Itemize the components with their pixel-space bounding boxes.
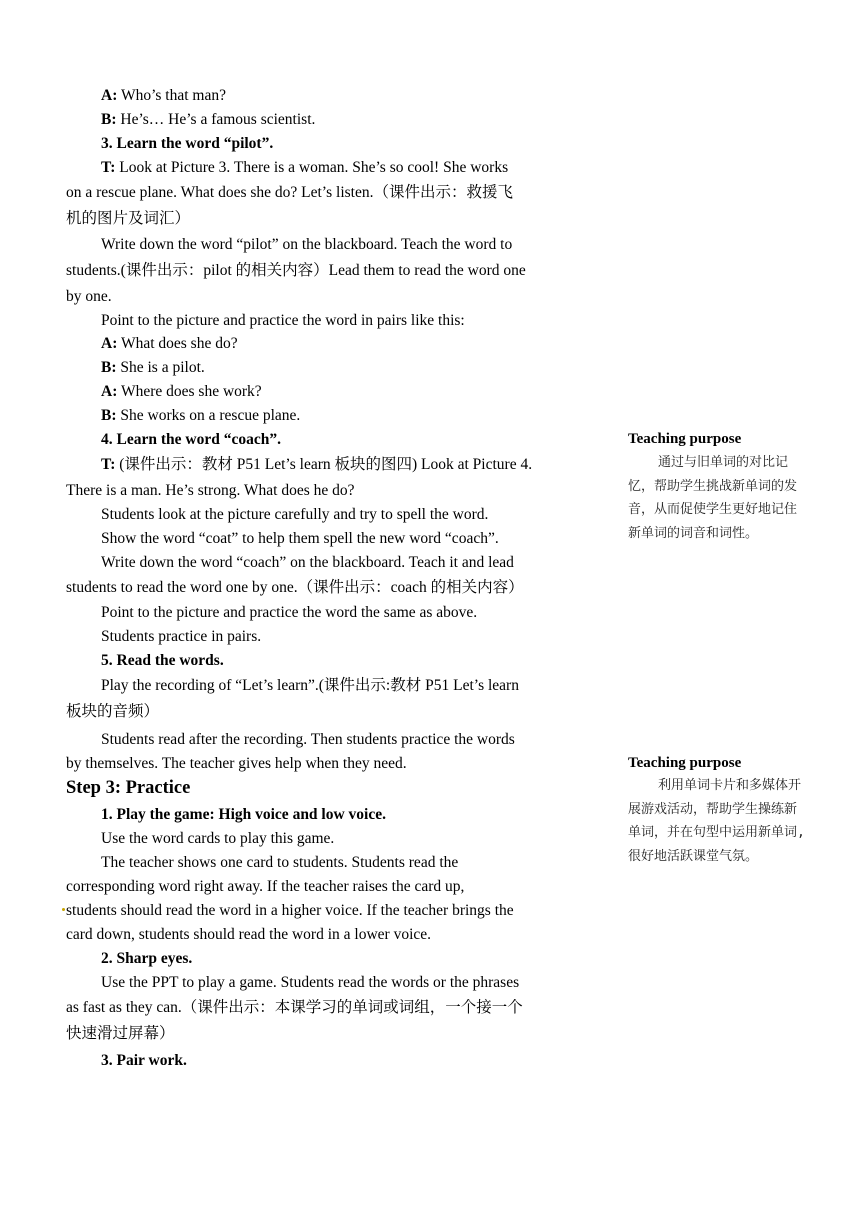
body-line: by themselves. The teacher gives help when they need. bbox=[66, 755, 407, 772]
body-line: Point to the picture and practice the word the same as above. bbox=[101, 604, 478, 621]
teaching-purpose-title: Teaching purpose bbox=[628, 755, 742, 771]
body-line: students to read the word one by one.（课件出示：coach 的相关内容） bbox=[66, 579, 524, 596]
body-line: Write down the word “pilot” on the blackboard. Teach the word to bbox=[101, 236, 513, 253]
dialogue-line: B: She works on a rescue plane. bbox=[101, 407, 301, 424]
section-heading: 3. Pair work. bbox=[101, 1052, 187, 1069]
body-line: Use the PPT to play a game. Students read the words or the phrases bbox=[101, 974, 520, 991]
dialogue-line: A: Where does she work? bbox=[101, 383, 262, 400]
decoration-dot bbox=[62, 908, 65, 911]
dialogue-line: B: She is a pilot. bbox=[101, 359, 205, 376]
body-line: There is a man. He’s strong. What does he do? bbox=[66, 482, 355, 499]
body-line: Write down the word “coach” on the blackboard. Teach it and lead bbox=[101, 554, 514, 571]
body-line: Students look at the picture carefully and try to spell the word. bbox=[101, 506, 489, 523]
body-line: as fast as they can.（课件出示：本课学习的单词或词组，一个接一个 bbox=[66, 999, 523, 1016]
dialogue-line: B: He’s… He’s a famous scientist. bbox=[101, 111, 316, 128]
dialogue-line: T: Look at Picture 3. There is a woman. She’s so cool! She works bbox=[101, 159, 509, 176]
body-line: by one. bbox=[66, 288, 112, 305]
teaching-purpose-text: 通过与旧单词的对比记忆，帮助学生挑战新单词的发音，从而促使学生更好地记住新单词的词音和词性。 bbox=[628, 455, 798, 541]
body-line: 板块的音频） bbox=[66, 703, 160, 720]
section-heading: 3. Learn the word “pilot”. bbox=[101, 135, 274, 152]
body-line: Students read after the recording. Then students practice the words bbox=[101, 731, 515, 748]
body-line: corresponding word right away. If the teacher raises the card up, bbox=[66, 878, 465, 895]
body-line: students should read the word in a higher voice. If the teacher brings the bbox=[66, 902, 514, 919]
body-line: Point to the picture and practice the word in pairs like this: bbox=[101, 312, 465, 329]
teaching-purpose-text: 利用单词卡片和多媒体开展游戏活动，帮助学生操练新单词，并在句型中运用新单词,很好地活跃课堂气氛。 bbox=[628, 778, 805, 864]
body-line: Show the word “coat” to help them spell the new word “coach”. bbox=[101, 530, 499, 547]
body-line: Use the word cards to play this game. bbox=[101, 830, 335, 847]
body-line: Play the recording of “Let’s learn”.(课件出示:教材 P51 Let’s learn bbox=[101, 677, 519, 694]
body-line: 快速滑过屏幕） bbox=[66, 1025, 175, 1042]
body-line: 机的图片及词汇） bbox=[66, 210, 191, 227]
section-heading: 2. Sharp eyes. bbox=[101, 950, 193, 967]
dialogue-line: T: (课件出示：教材 P51 Let’s learn 板块的图四) Look at Picture 4. bbox=[101, 456, 533, 473]
body-line: Students practice in pairs. bbox=[101, 628, 262, 645]
section-heading: 4. Learn the word “coach”. bbox=[101, 431, 281, 448]
body-line: card down, students should read the word in a lower voice. bbox=[66, 926, 432, 943]
teaching-purpose-title: Teaching purpose bbox=[628, 431, 742, 447]
body-line: students.(课件出示：pilot 的相关内容）Lead them to read the word one bbox=[66, 262, 526, 279]
body-line: The teacher shows one card to students. Students read the bbox=[101, 854, 459, 871]
step-heading: Step 3: Practice bbox=[66, 778, 191, 798]
dialogue-line: A: Who’s that man? bbox=[101, 87, 226, 104]
section-heading: 1. Play the game: High voice and low voice. bbox=[101, 806, 386, 823]
body-line: on a rescue plane. What does she do? Let’s listen.（课件出示：救援飞 bbox=[66, 184, 513, 201]
dialogue-line: A: What does she do? bbox=[101, 335, 238, 352]
section-heading: 5. Read the words. bbox=[101, 652, 224, 669]
